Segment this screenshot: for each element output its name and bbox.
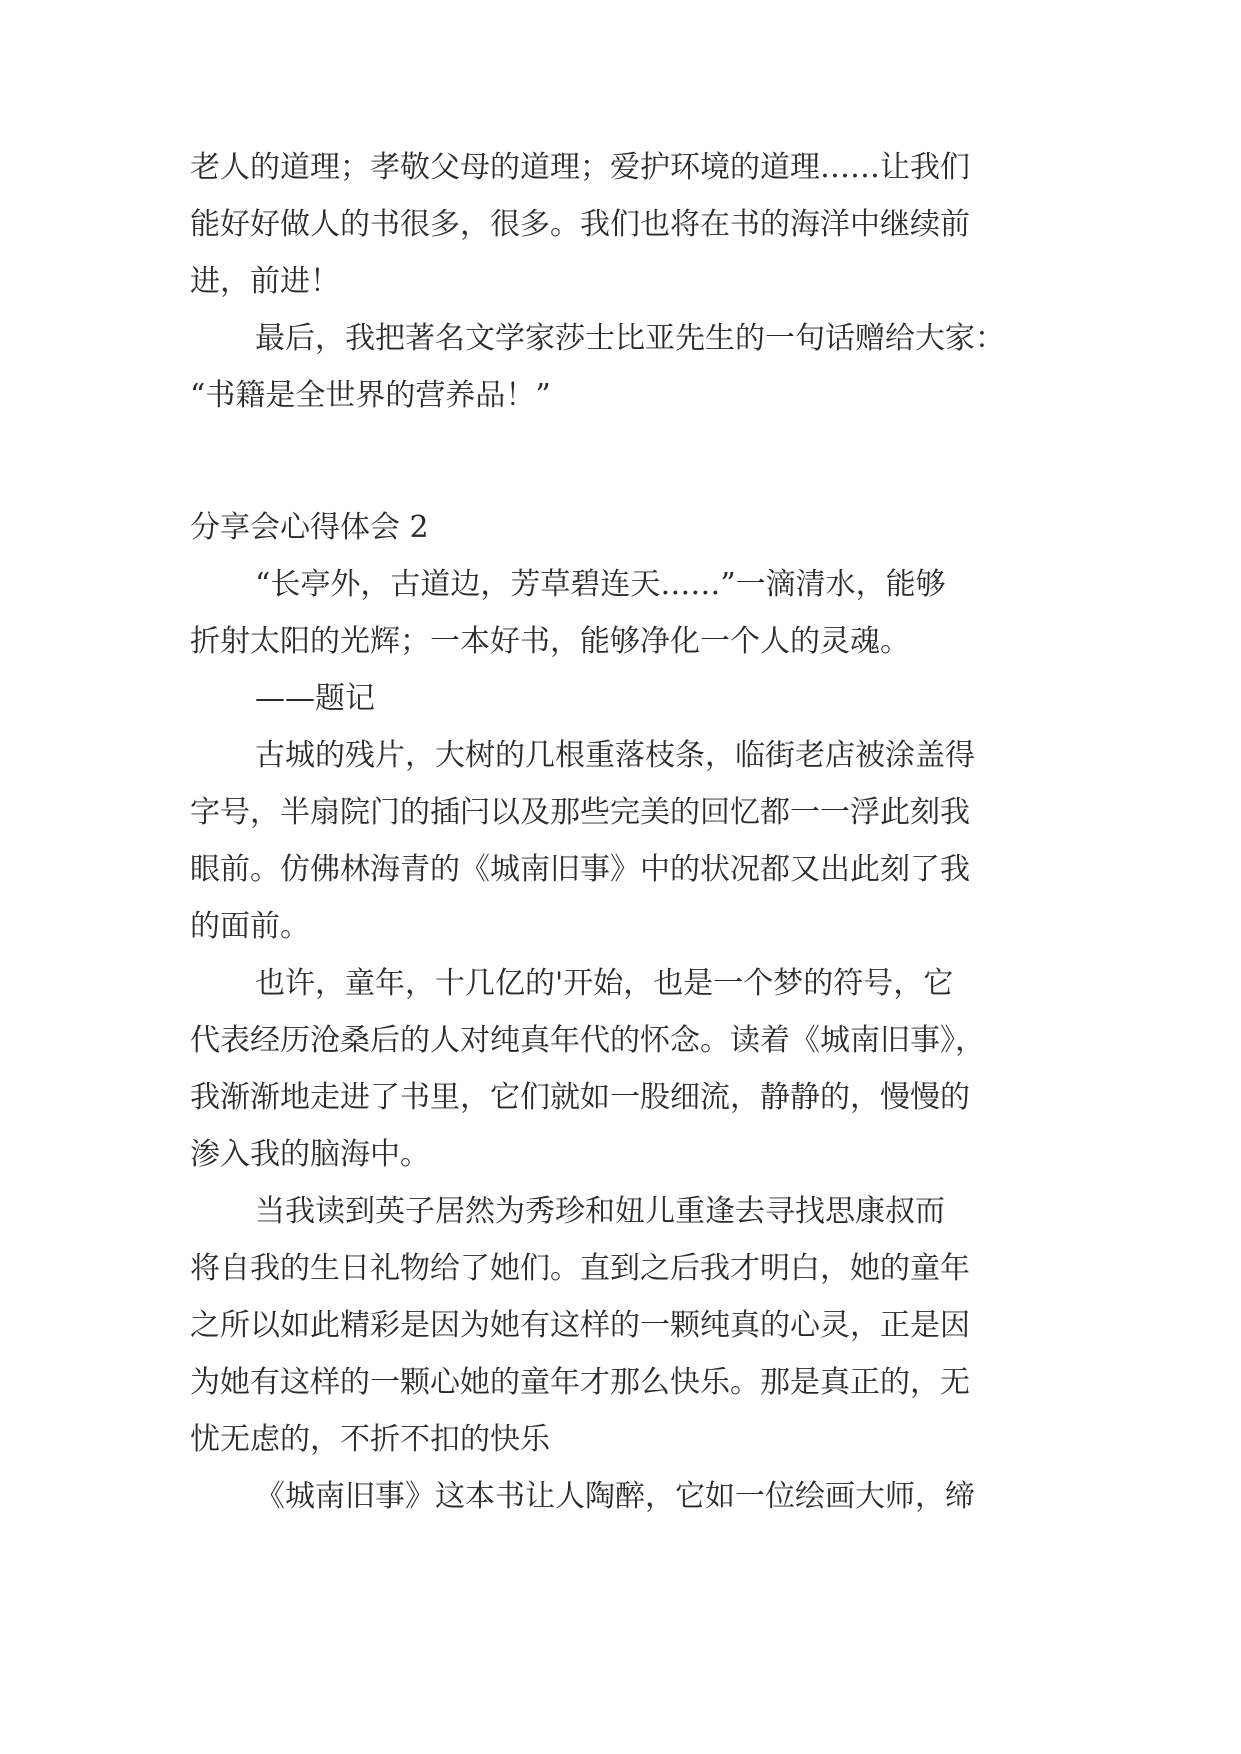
- text-line: 当我读到英子居然为秀珍和妞儿重逢去寻找思康叔而: [255, 1194, 945, 1229]
- text-line: 眼前。仿佛林海青的《城南旧事》中的状况都又出此刻了我: [190, 852, 970, 887]
- text-line: 能好好做人的书很多，很多。我们也将在书的海洋中继续前: [190, 207, 970, 242]
- text-line: 老人的道理；孝敬父母的道理；爱护环境的道理……让我们: [190, 150, 970, 185]
- text-line: 为她有这样的一颗心她的童年才那么快乐。那是真正的，无: [190, 1365, 970, 1400]
- text-line: 古城的残片，大树的几根重落枝条，临街老店被涂盖得: [255, 738, 975, 773]
- text-line: 将自我的生日礼物给了她们。直到之后我才明白，她的童年: [190, 1251, 970, 1286]
- text-line: 折射太阳的光辉；一本好书，能够净化一个人的灵魂。: [190, 624, 910, 659]
- text-line: 渗入我的脑海中。: [190, 1137, 430, 1172]
- text-line: 我渐渐地走进了书里，它们就如一股细流，静静的，慢慢的: [190, 1080, 970, 1115]
- text-line: 《城南旧事》这本书让人陶醉，它如一位绘画大师，缔: [255, 1479, 975, 1514]
- text-line: “书籍是全世界的营养品！”: [190, 378, 551, 413]
- text-line: 字号，半扇院门的插闩以及那些完美的回忆都一一浮此刻我: [190, 795, 970, 830]
- text-line: 之所以如此精彩是因为她有这样的一颗纯真的心灵，正是因: [190, 1308, 970, 1343]
- text-line: 也许，童年，十几亿的'开始，也是一个梦的符号，它: [255, 966, 954, 1001]
- section-heading: 分享会心得体会 2: [190, 510, 429, 545]
- text-line: 进，前进！: [190, 264, 340, 299]
- text-line: “长亭外，古道边，芳草碧连天……”一滴清水，能够: [255, 567, 946, 602]
- text-line: 代表经历沧桑后的人对纯真年代的怀念。读着《城南旧事》，: [190, 1023, 985, 1058]
- epigraph-attribution: ——题记: [255, 681, 375, 716]
- text-line: 的面前。: [190, 909, 310, 944]
- text-line: 忧无虑的，不折不扣的快乐: [190, 1422, 550, 1457]
- text-line: 最后，我把著名文学家莎士比亚先生的一句话赠给大家：: [255, 321, 1005, 356]
